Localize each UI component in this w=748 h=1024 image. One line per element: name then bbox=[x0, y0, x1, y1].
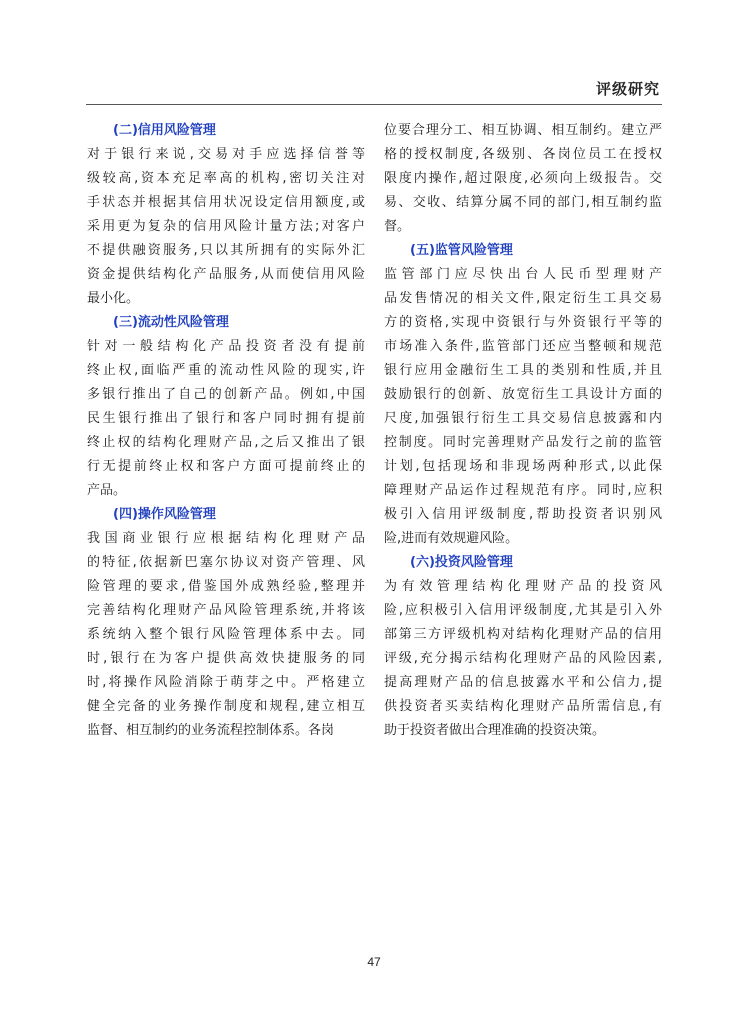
text-line: 健全完备的业务操作制度和规程,建立相互 bbox=[87, 699, 365, 714]
text-line: 不提供融资服务,只以其所拥有的实际外汇 bbox=[87, 243, 365, 258]
text-line: 尺度,加强银行衍生工具交易信息披露和内 bbox=[384, 411, 662, 426]
text-line: 品发售情况的相关文件,限定衍生工具交易 bbox=[384, 291, 662, 306]
text-line: 手状态并根据其信用状况设定信用额度,或 bbox=[87, 195, 365, 210]
body-paragraph bbox=[384, 575, 662, 743]
text-line: 系统纳入整个银行风险管理体系中去。同 bbox=[87, 627, 365, 642]
header-divider bbox=[86, 104, 662, 105]
text-line: 市场准入条件,监管部门还应当整顿和规范 bbox=[384, 339, 662, 354]
text-line: 易、交收、结算分属不同的部门,相互制约监 bbox=[384, 195, 662, 210]
text-line: 为有效管理结构化理财产品的投资风 bbox=[384, 579, 662, 594]
text-line: 时,将操作风险消除于萌芽之中。严格建立 bbox=[87, 675, 365, 690]
text-line: 格的授权制度,各级别、各岗位员工在授权 bbox=[384, 147, 662, 162]
text-line: 终止权,面临严重的流动性风险的现实,许 bbox=[87, 363, 365, 378]
text-line: 助于投资者做出合理准确的投资决策。 bbox=[384, 723, 606, 738]
body-paragraph bbox=[87, 527, 365, 743]
text-line: 级较高,资本充足率高的机构,密切关注对 bbox=[87, 171, 365, 186]
text-line: 位要合理分工、相互协调、相互制约。建立严 bbox=[384, 123, 662, 138]
text-line: 险管理的要求,借鉴国外成熟经验,整理并 bbox=[87, 579, 365, 594]
text-line: 对于银行来说,交易对手应选择信誉等 bbox=[87, 147, 365, 162]
text-line: 时,银行在为客户提供高效快捷服务的同 bbox=[87, 651, 365, 666]
text-line: 资金提供结构化产品服务,从而使信用风险 bbox=[87, 267, 365, 282]
text-line: 银行应用金融衍生工具的类别和性质,并且 bbox=[384, 363, 662, 378]
left-column bbox=[87, 119, 365, 743]
text-line: 督。 bbox=[384, 219, 411, 234]
section-heading: (六)投资风险管理 bbox=[410, 555, 513, 570]
text-line: 最小化。 bbox=[87, 291, 140, 306]
text-line: 控制度。同时完善理财产品发行之前的监管 bbox=[384, 435, 662, 450]
text-line: 方的资格,实现中资银行与外资银行平等的 bbox=[384, 315, 662, 330]
text-line: 险,应积极引入信用评级制度,尤其是引入外 bbox=[384, 603, 662, 618]
text-line: 供投资者买卖结构化理财产品所需信息,有 bbox=[384, 699, 662, 714]
text-line: 监管部门应尽快出台人民币型理财产 bbox=[384, 267, 662, 282]
body-paragraph bbox=[87, 143, 365, 311]
text-line: 终止权的结构化理财产品,之后又推出了银 bbox=[87, 435, 365, 450]
text-line: 采用更为复杂的信用风险计量方法;对客户 bbox=[87, 219, 365, 234]
section-heading: (五)监管风险管理 bbox=[410, 243, 513, 258]
right-column bbox=[384, 119, 662, 743]
text-line: 计划,包括现场和非现场两种形式,以此保 bbox=[384, 459, 662, 474]
text-line: 评级,充分揭示结构化理财产品的风险因素, bbox=[384, 651, 662, 666]
body-paragraph bbox=[384, 263, 662, 551]
text-line: 险,进而有效规避风险。 bbox=[384, 531, 519, 546]
body-paragraph bbox=[384, 119, 662, 239]
text-line: 我国商业银行应根据结构化理财产品 bbox=[87, 531, 365, 546]
journal-section-title: 评级研究 bbox=[595, 80, 660, 98]
text-line: 多银行推出了自己的创新产品。例如,中国 bbox=[87, 387, 365, 402]
text-line: 监督、相互制约的业务流程控制体系。各岗 bbox=[87, 723, 335, 738]
text-line: 针对一般结构化产品投资者没有提前 bbox=[87, 339, 365, 354]
text-line: 行无提前终止权和客户方面可提前终止的 bbox=[87, 459, 365, 474]
text-line: 障理财产品运作过程规范有序。同时,应积 bbox=[384, 483, 662, 498]
text-line: 提高理财产品的信息披露水平和公信力,提 bbox=[384, 675, 662, 690]
page-number: 47 bbox=[367, 955, 381, 969]
section-heading: (三)流动性风险管理 bbox=[113, 315, 229, 330]
text-line: 限度内操作,超过限度,必须向上级报告。交 bbox=[384, 171, 662, 186]
text-line: 极引入信用评级制度,帮助投资者识别风 bbox=[384, 507, 662, 522]
text-line: 民生银行推出了银行和客户同时拥有提前 bbox=[87, 411, 365, 426]
section-heading: (二)信用风险管理 bbox=[113, 123, 216, 138]
text-line: 的特征,依据新巴塞尔协议对资产管理、风 bbox=[87, 555, 365, 570]
section-heading: (四)操作风险管理 bbox=[113, 507, 216, 522]
text-line: 完善结构化理财产品风险管理系统,并将该 bbox=[87, 603, 365, 618]
text-line: 鼓励银行的创新、放宽衍生工具设计方面的 bbox=[384, 387, 662, 402]
text-line: 产品。 bbox=[87, 483, 127, 498]
text-line: 部第三方评级机构对结构化理财产品的信用 bbox=[384, 627, 662, 642]
body-paragraph bbox=[87, 335, 365, 503]
